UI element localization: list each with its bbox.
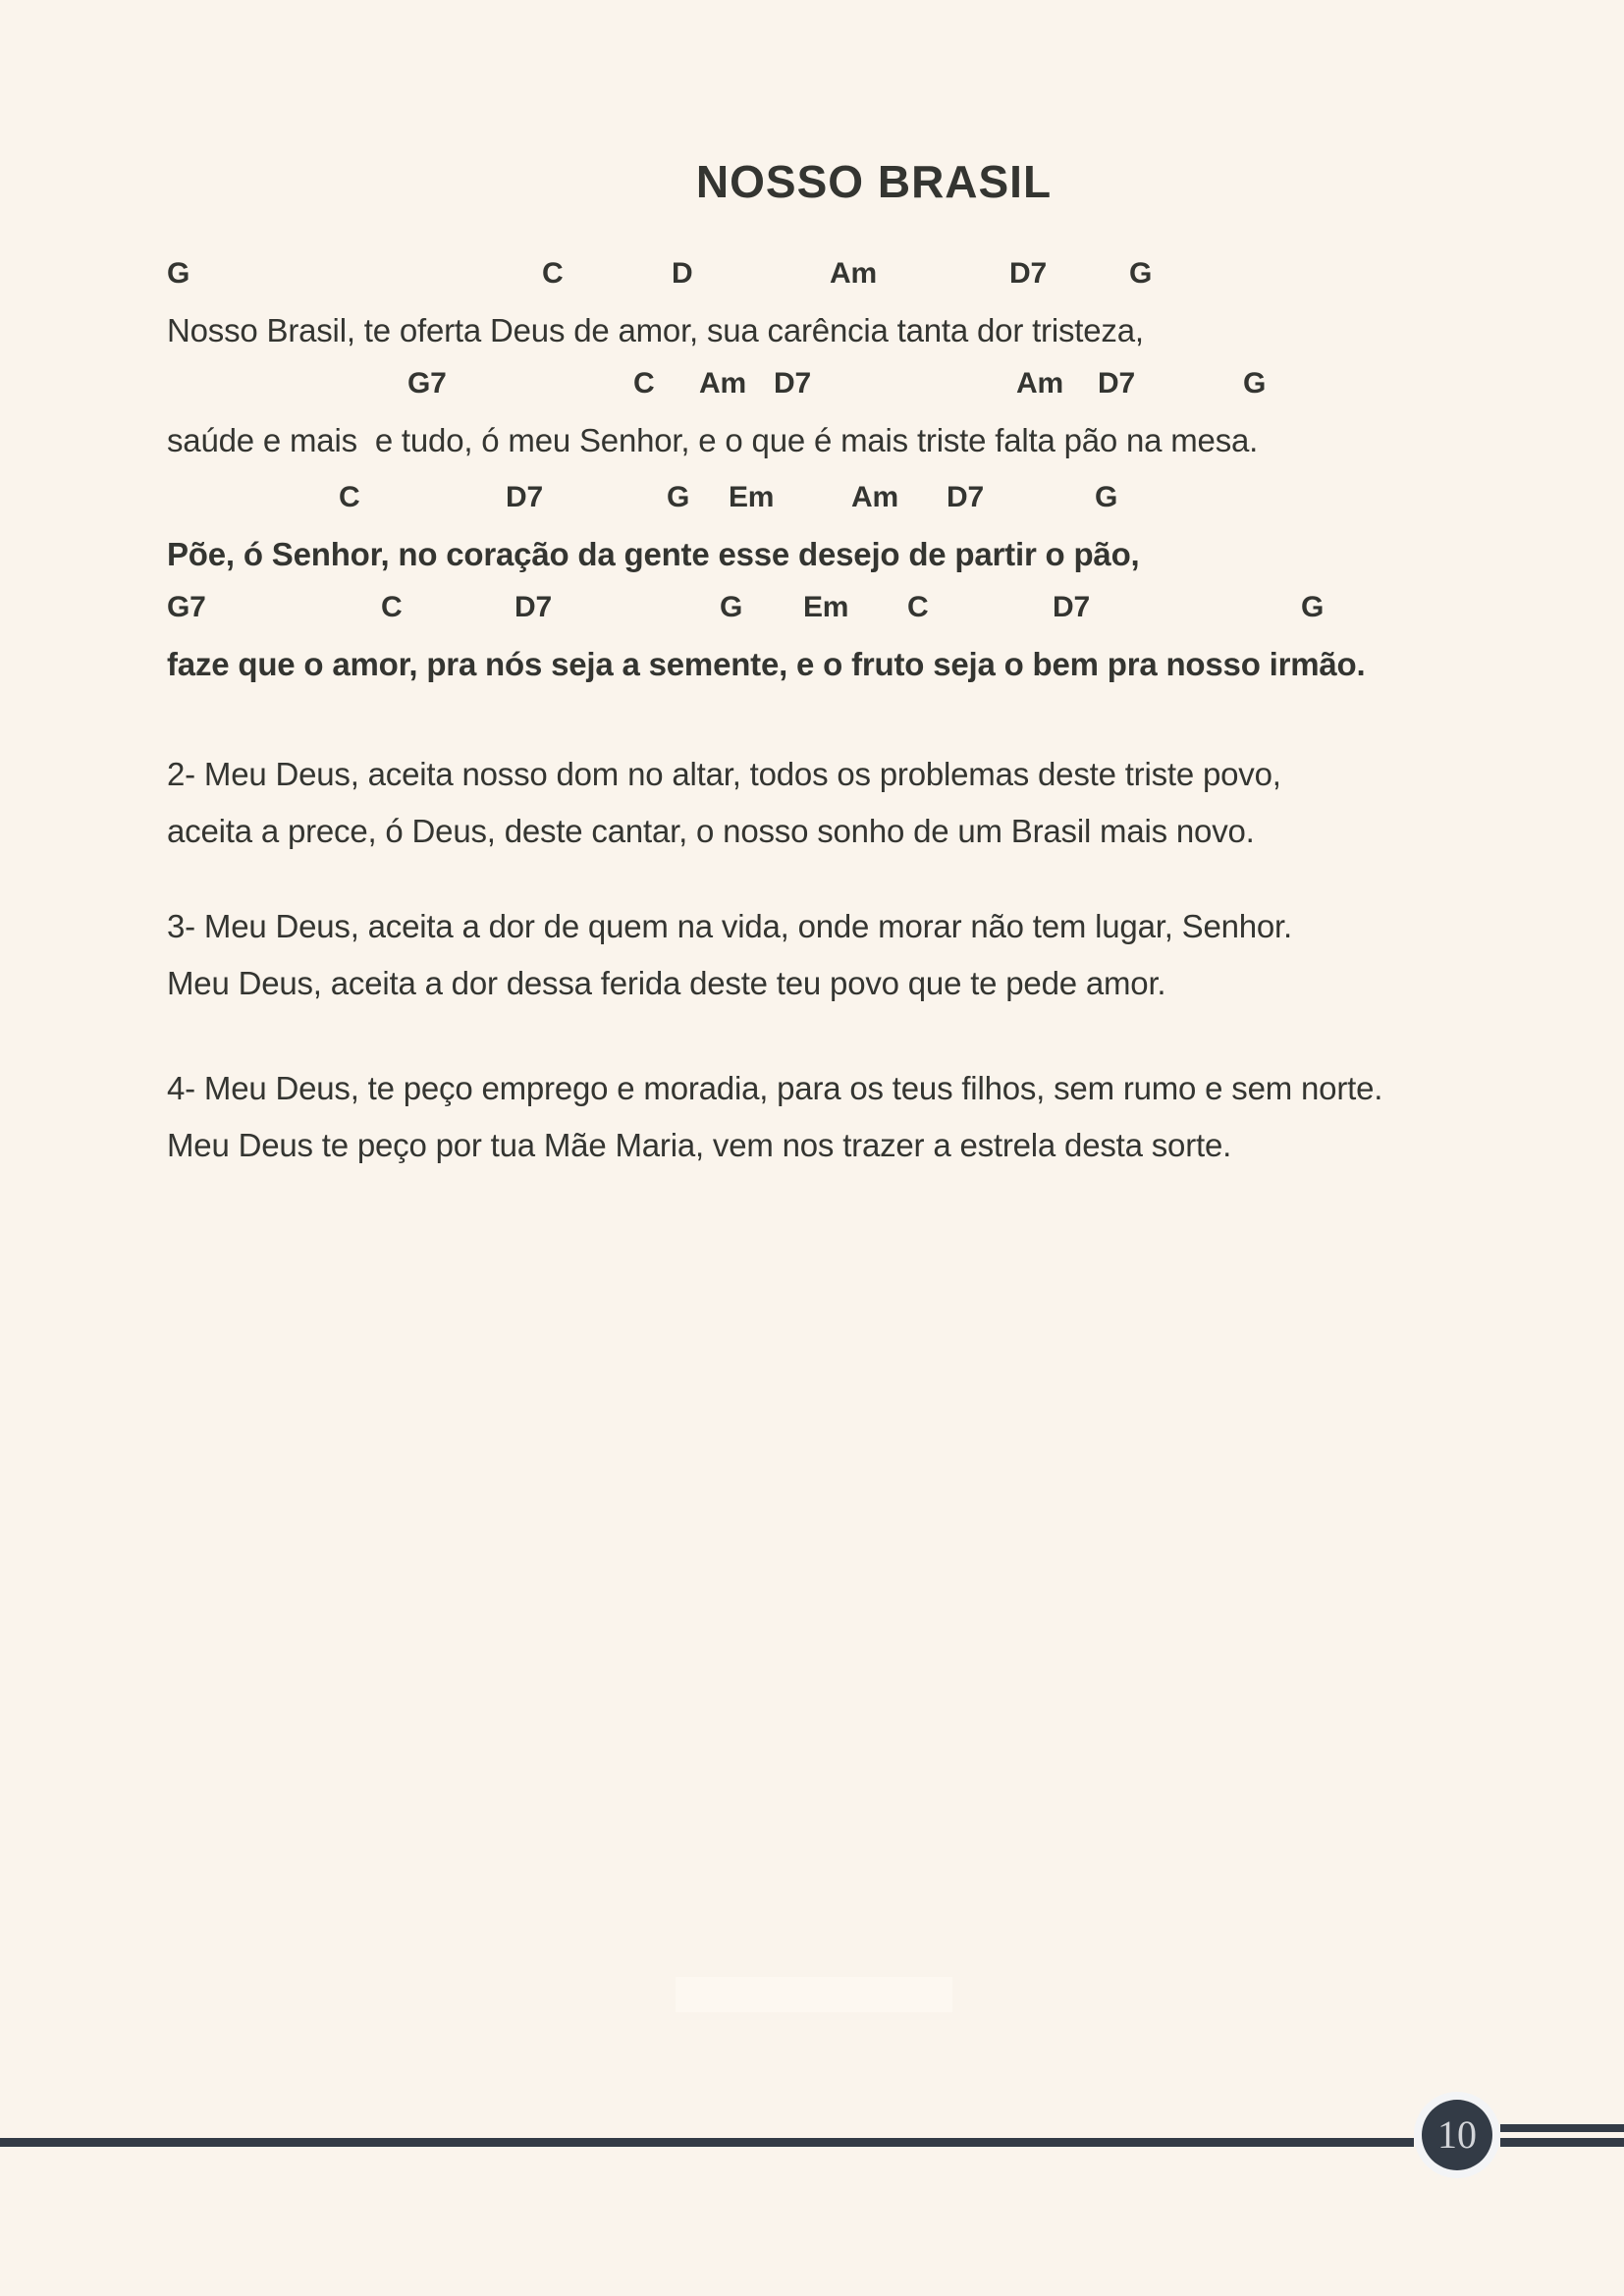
chord-G7: G7 — [167, 591, 206, 623]
lyric-line: Meu Deus, aceita a dor dessa ferida deste teu povo que te pede amor. — [167, 965, 1166, 1001]
lyric-line: 2- Meu Deus, aceita nosso dom no altar, todos os problemas deste triste povo, — [167, 756, 1281, 792]
chord-line — [167, 367, 1585, 410]
chord-C: C — [633, 367, 655, 400]
chord-Em: Em — [729, 481, 775, 513]
chord-Am: Am — [851, 481, 898, 513]
chord-Am: Am — [699, 367, 746, 400]
chord-line — [167, 481, 1585, 524]
lyric-line: saúde e mais e tudo, ó meu Senhor, e o que é mais triste falta pão na mesa. — [167, 422, 1259, 458]
chord-D7: D7 — [1009, 257, 1047, 290]
footer-rule-right-top — [1500, 2124, 1624, 2132]
lyric-line: 3- Meu Deus, aceita a dor de quem na vida, onde morar não tem lugar, Senhor. — [167, 908, 1292, 944]
chord-G: G — [167, 257, 190, 290]
lyric-line: Põe, ó Senhor, no coração da gente esse desejo de partir o pão, — [167, 536, 1140, 572]
chord-G: G — [720, 591, 743, 623]
chord-G: G — [1129, 257, 1153, 290]
chord-C: C — [907, 591, 929, 623]
chord-D7: D7 — [514, 591, 552, 623]
lyric-line: aceita a prece, ó Deus, deste cantar, o nosso sonho de um Brasil mais novo. — [167, 813, 1255, 849]
lyric-line: Nosso Brasil, te oferta Deus de amor, sua carência tanta dor tristeza, — [167, 312, 1144, 348]
chord-line — [167, 257, 1585, 300]
chord-D7: D7 — [774, 367, 811, 400]
lyric-line: 4- Meu Deus, te peço emprego e moradia, para os teus filhos, sem rumo e sem norte. — [167, 1070, 1383, 1106]
page-number-badge — [1422, 2100, 1492, 2170]
chord-D: D — [672, 257, 693, 290]
chord-D7: D7 — [947, 481, 984, 513]
lyric-line: faze que o amor, pra nós seja a semente, e o fruto seja o bem pra nosso irmão. — [167, 646, 1366, 682]
chord-G: G — [1301, 591, 1325, 623]
chord-D7: D7 — [1098, 367, 1135, 400]
chord-Am: Am — [1016, 367, 1063, 400]
chord-C: C — [381, 591, 403, 623]
faded-watermark-patch — [676, 1977, 952, 2012]
lyric-line: Meu Deus te peço por tua Mãe Maria, vem nos trazer a estrela desta sorte. — [167, 1127, 1232, 1163]
chord-G7: G7 — [407, 367, 447, 400]
chord-line — [167, 591, 1585, 634]
chord-D7: D7 — [1053, 591, 1090, 623]
footer-rule-right-bottom — [1500, 2138, 1624, 2147]
page-number: 10 — [1437, 2112, 1477, 2157]
chord-G: G — [1243, 367, 1267, 400]
chord-C: C — [542, 257, 564, 290]
chord-D7: D7 — [506, 481, 543, 513]
footer-rule-left — [0, 2138, 1414, 2147]
chord-Em: Em — [803, 591, 849, 623]
chord-G: G — [1095, 481, 1118, 513]
chord-C: C — [339, 481, 360, 513]
song-title: NOSSO BRASIL — [695, 156, 1053, 207]
chord-G: G — [667, 481, 690, 513]
chord-Am: Am — [830, 257, 877, 290]
